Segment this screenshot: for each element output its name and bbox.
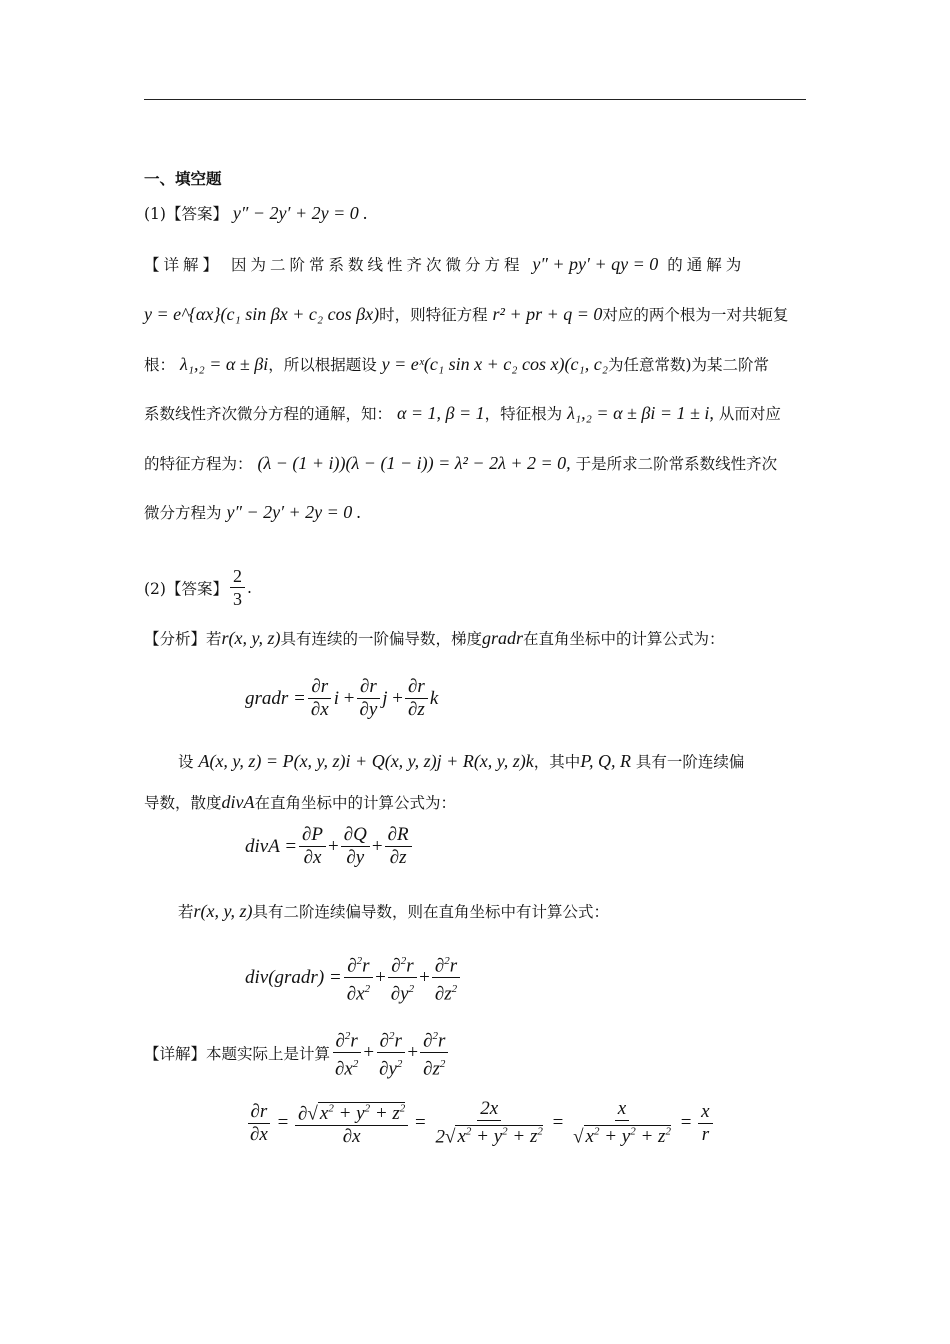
q2-analysis-expr: r(x, y, z) <box>221 628 281 648</box>
q1-line4-expr2: λ₁,₂ = α ± βi = 1 ± i, <box>567 403 714 423</box>
q1-line6-expr: y″ − 2y′ + 2y = 0 . <box>226 502 362 522</box>
q2-answer-fraction <box>230 565 245 610</box>
q2-answer-num: 2 <box>230 565 245 588</box>
q1-line4-expr: α = 1, β = 1 <box>396 403 485 423</box>
q2-set-text: ，其中 <box>533 753 581 771</box>
header-rule <box>144 99 806 100</box>
q2-answer-label: (2)【答案】 <box>144 579 228 598</box>
q2-analysis-text: 具有连续的一阶偏导数，梯度 <box>280 630 483 648</box>
q1-line2 <box>144 301 806 328</box>
q2-div-line-text: 导数，散度 <box>144 794 222 812</box>
q1-line6 <box>144 499 806 526</box>
q2-div-line-expr: divA <box>221 792 255 812</box>
q2-detail-label: 【详解】本题实际上是计算 <box>144 1044 331 1063</box>
q2-analysis-label: 【分析】若 <box>144 630 222 648</box>
q1-line1-text: 因为二阶常系数线性齐次微分方程 <box>230 256 524 274</box>
q2-div-line <box>144 789 806 816</box>
q1-line5-tail: 于是所求二阶常系数线性齐次 <box>575 455 778 473</box>
q1-line3-tail: 为任意常数)为某二阶常 <box>607 356 770 374</box>
q2-answer <box>144 565 252 610</box>
q2-second-tail: 具有二阶连续偏导数，则在直角坐标中有计算公式： <box>252 903 610 921</box>
q1-line2-expr2: r² + pr + q = 0 <box>492 304 603 324</box>
q1-line5 <box>144 450 806 477</box>
section-title: 一、填空题 <box>144 169 222 188</box>
q2-set-line <box>144 748 806 775</box>
divgrad-lhs: div(gradr) = <box>245 966 342 988</box>
q2-answer-den: 3 <box>232 589 242 609</box>
q1-line2-text: 时，则特征方程 <box>379 306 488 324</box>
q2-set-expr2: P, Q, R <box>580 751 631 771</box>
q2-second-expr: r(x, y, z) <box>193 901 253 921</box>
q2-analysis-expr2: gradr <box>482 628 524 648</box>
q1-line3-text: ，所以根据题设 <box>268 356 377 374</box>
q2-answer-dot: . <box>246 578 252 597</box>
grad-lhs: gradr = <box>245 687 306 709</box>
q1-line3-expr: λ₁,₂ = α ± βi <box>179 354 269 374</box>
q2-second-line <box>144 898 806 925</box>
q2-div-line-tail: 在直角坐标中的计算公式为： <box>254 794 457 812</box>
q1-line4 <box>144 400 806 427</box>
q2-set-tail: 具有一阶连续偏 <box>635 753 745 771</box>
q1-answer-expr: y″ − 2y′ + 2y = 0 . <box>232 203 368 223</box>
q2-detail: 【详解】本题实际上是计算 $\frac{\partial^2r}{\partial x^2}$ + $\frac{\partial^2r}{\partial y^2}$ + $\frac{\partial^2r}{\partial z^2}$ <box>144 1025 450 1081</box>
q1-detail-line1 <box>144 251 806 278</box>
q2-set-expr: A(x, y, z) = P(x, y, z)i + Q(x, y, z)j + R(x, y, z)k <box>198 751 534 771</box>
q1-line6-text: 微分方程为 <box>144 504 222 522</box>
q1-line4-text2: ，特征根为 <box>484 405 563 423</box>
q1-detail-label: 【详解】 <box>144 256 223 274</box>
q2-analysis <box>144 625 806 652</box>
q1-answer <box>144 200 806 227</box>
q1-line2-tail: 对应的两个根为一对共轭复 <box>602 306 789 324</box>
q1-line5-text: 的特征方程为： <box>144 455 253 473</box>
q2-set-head: 设 <box>178 753 194 771</box>
q1-line4-text: 系数线性齐次微分方程的通解，知： <box>144 405 393 423</box>
divgrad-formula: div(gradr) = $\frac{\partial^2r}{\partial x^2}$ + $\frac{\partial^2r}{\partial y^2}$ + $\frac{\partial^2r}{\partial z^2}$ <box>245 950 462 1006</box>
q1-line3-head: 根： <box>144 356 176 374</box>
q1-answer-label: (1)【答案】 <box>144 205 228 223</box>
q2-second-head: 若 <box>178 903 194 921</box>
grad-formula: gradr = $\frac{\partial r}{\partial x}$ i + $\frac{\partial r}{\partial y}$ j + $\frac{\partial r}{\partial z}$ k <box>245 676 439 720</box>
div-lhs: divA = <box>245 835 298 857</box>
q1-line1-expr: y″ + py′ + qy = 0 <box>532 254 659 274</box>
div-formula: divA = $\frac{\partial P}{\partial x}$ + $\frac{\partial Q}{\partial y}$ + $\frac{\partial R}{\partial z}$ <box>245 824 414 869</box>
q1-line3-expr2: y = eˣ(c₁ sin x + c₂ cos x) <box>381 354 565 374</box>
q1-line3-expr3: (c₁, c₂ <box>564 354 608 374</box>
q1-line4-tail: 从而对应 <box>718 405 781 423</box>
q1-line5-expr: (λ − (1 + i))(λ − (1 − i)) = λ² − 2λ + 2 = 0, <box>257 453 571 473</box>
q1-line3 <box>144 351 806 378</box>
q2-analysis-tail: 在直角坐标中的计算公式为： <box>523 630 725 648</box>
q1-line2-expr: y = e^{αx}(c₁ sin βx + c₂ cos βx) <box>144 304 380 324</box>
q1-line1-tail: 的通解为 <box>667 256 746 274</box>
partial-derivative-formula: $\frac{\partial r}{\partial x}$ = $\frac{\partial√ x^2 + y^2 + z^2}{\partial x}$ = $\frac{2x}{2√ x^2 + y^2 + z^2}$ = $\frac{x}{√ x^2 + y^2 + z^2}$ = $\frac{x}{r}$ <box>245 1098 715 1148</box>
